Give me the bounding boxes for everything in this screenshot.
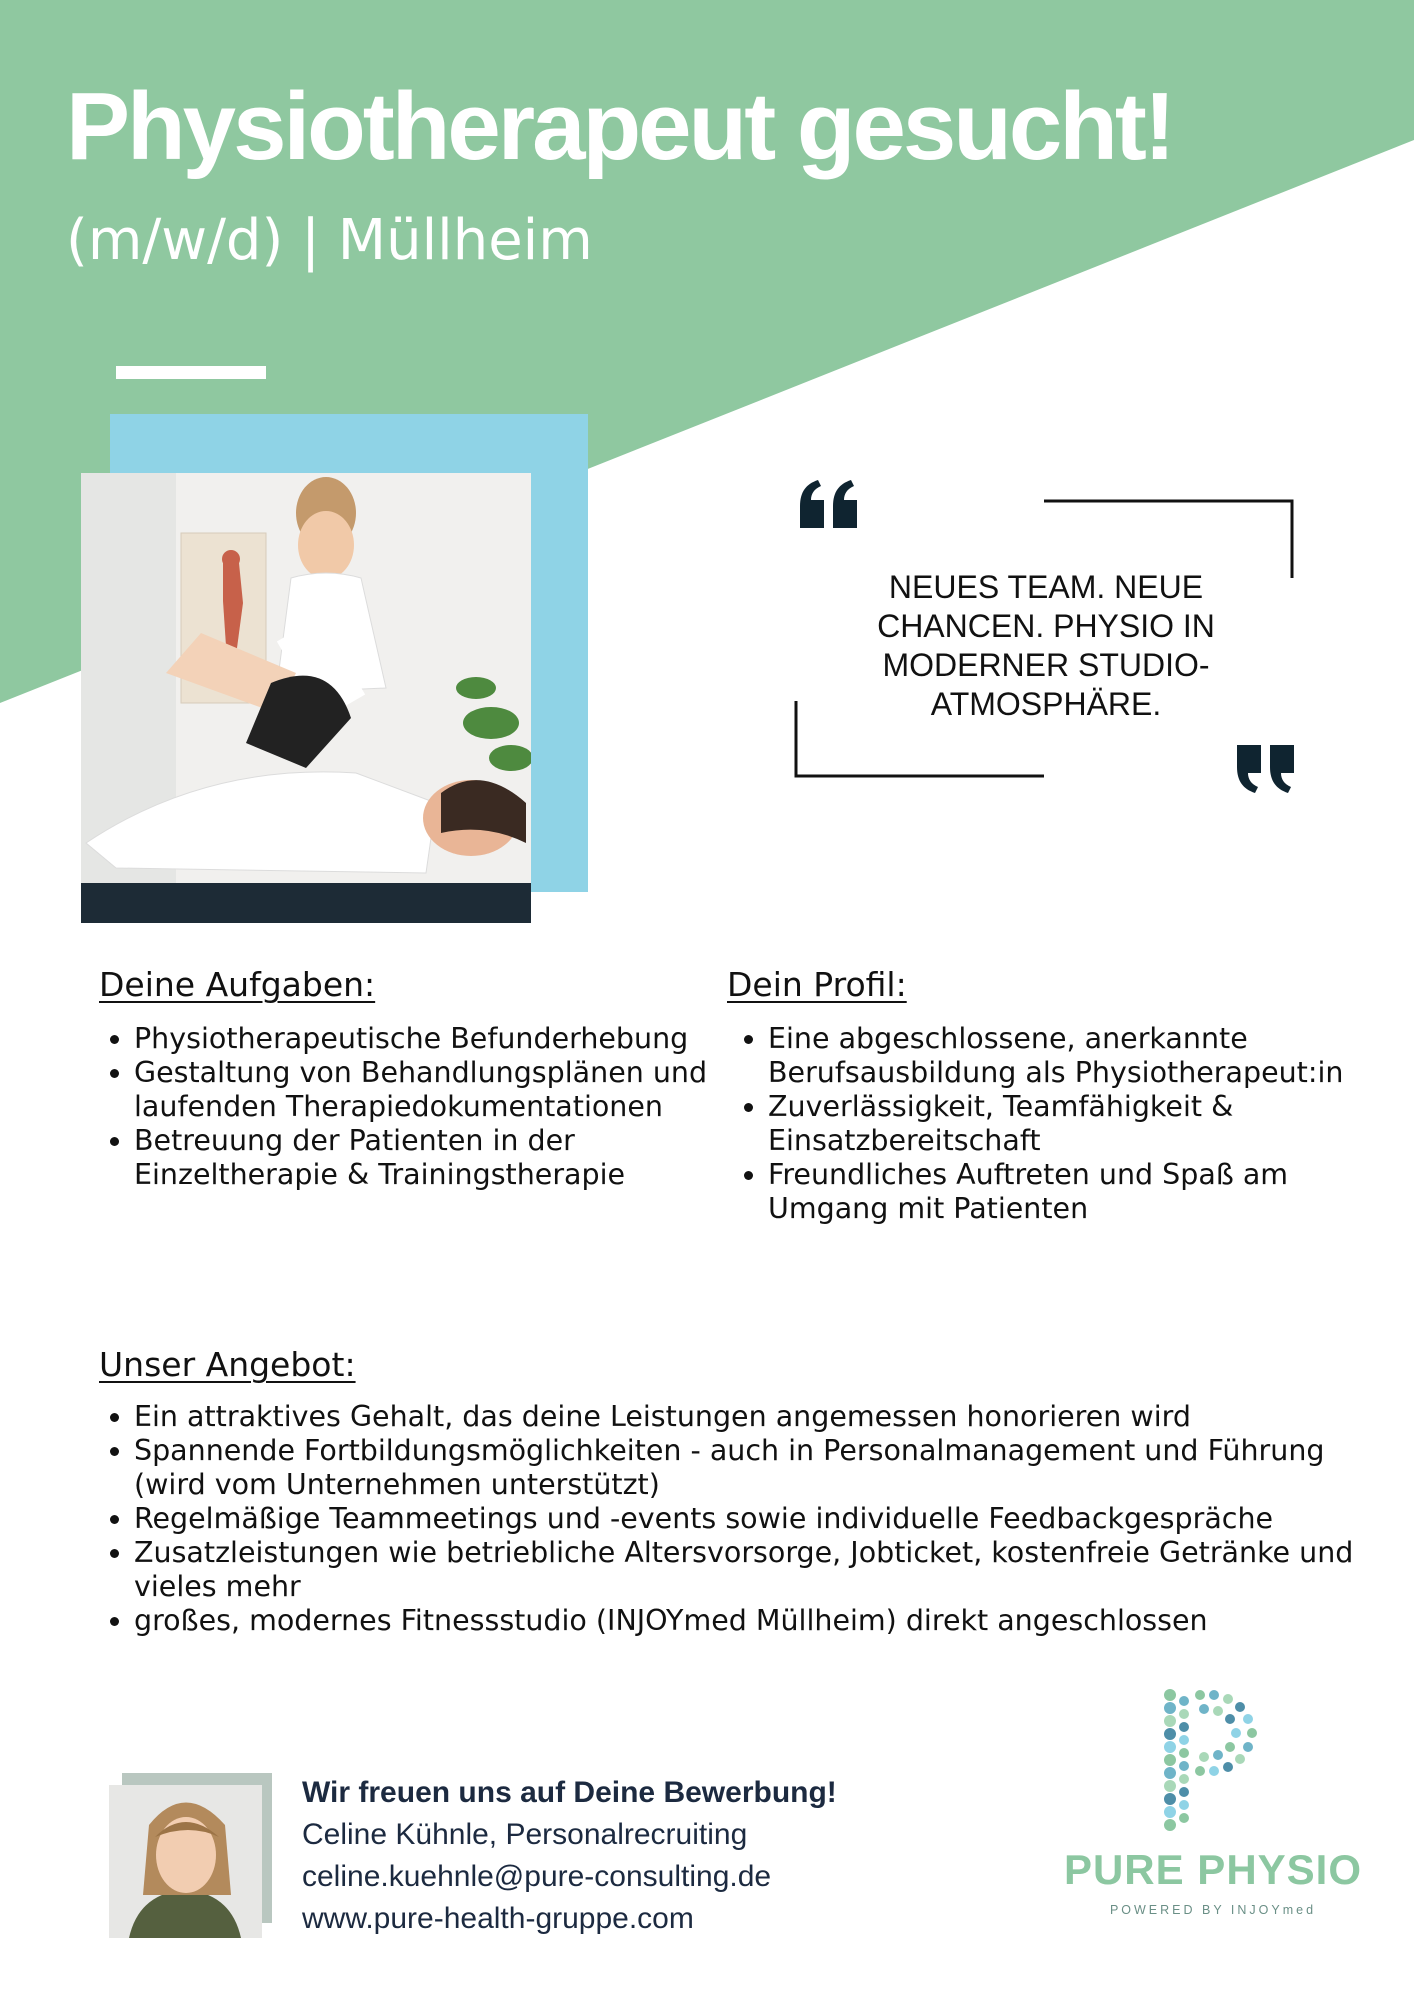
offer-title: Unser Angebot: xyxy=(99,1345,356,1384)
list-item: • Zuverlässigkeit, Teamfähigkeit & Einsatzbereitschaft xyxy=(768,1090,1388,1158)
page-title: Physiotherapeut gesucht! xyxy=(66,73,1173,180)
avatar xyxy=(109,1785,262,1938)
list-item: • Gestaltung von Behandlungsplänen und laufenden Therapiedokumentationen xyxy=(134,1056,714,1124)
page-subtitle: (m/w/d) | Müllheim xyxy=(66,208,593,273)
therapy-photo xyxy=(81,473,531,923)
pure-physio-logo-icon xyxy=(1152,1685,1282,1835)
list-item: • Spannende Fortbildungsmöglichkeiten - auch in Personalmanagement und Führung (wird vom Unternehmen unterstützt) xyxy=(134,1434,1364,1502)
list-item: • Zusatzleistungen wie betriebliche Altersvorsorge, Jobticket, kostenfreie Getränke und vieles mehr xyxy=(134,1536,1364,1604)
brand-name: PURE PHYSIO xyxy=(1063,1846,1363,1893)
title-divider xyxy=(116,366,266,379)
profile-list xyxy=(734,1022,1388,1226)
brand-tagline: POWERED BY INJOYmed xyxy=(1109,1903,1317,1917)
list-item: • Ein attraktives Gehalt, das deine Leistungen angemessen honorieren wird xyxy=(134,1400,1364,1434)
profile-title: Dein Profil: xyxy=(727,965,907,1004)
quote-close-icon xyxy=(1234,745,1294,793)
list-item: • Physiotherapeutische Befunderhebung xyxy=(134,1022,714,1056)
contact-name: Celine Kühnle, Personalrecruiting xyxy=(302,1818,748,1851)
list-item: • Betreuung der Patienten in der Einzeltherapie & Trainingstherapie xyxy=(134,1124,714,1192)
contact-email[interactable]: celine.kuehnle@pure-consulting.de xyxy=(302,1860,772,1893)
list-item: • Freundliches Auftreten und Spaß am Umgang mit Patienten xyxy=(768,1158,1388,1226)
contact-website[interactable]: www.pure-health-gruppe.com xyxy=(302,1902,694,1935)
contact-block xyxy=(302,1772,837,1940)
tasks-title: Deine Aufgaben: xyxy=(99,965,376,1004)
list-item: • großes, modernes Fitnessstudio (INJOYmed Müllheim) direkt angeschlossen xyxy=(134,1604,1364,1638)
list-item: • Regelmäßige Teammeetings und -events sowie individuelle Feedbackgespräche xyxy=(134,1502,1364,1536)
list-item: • Eine abgeschlossene, anerkannte Berufsausbildung als Physiotherapeut:in xyxy=(768,1022,1388,1090)
offer-list xyxy=(100,1400,1364,1638)
quote-text: NEUES TEAM. NEUE CHANCEN. PHYSIO IN MODERNER STUDIO-ATMOSPHÄRE. xyxy=(877,569,1215,722)
tasks-list xyxy=(100,1022,714,1192)
contact-heading: Wir freuen uns auf Deine Bewerbung! xyxy=(302,1776,837,1809)
